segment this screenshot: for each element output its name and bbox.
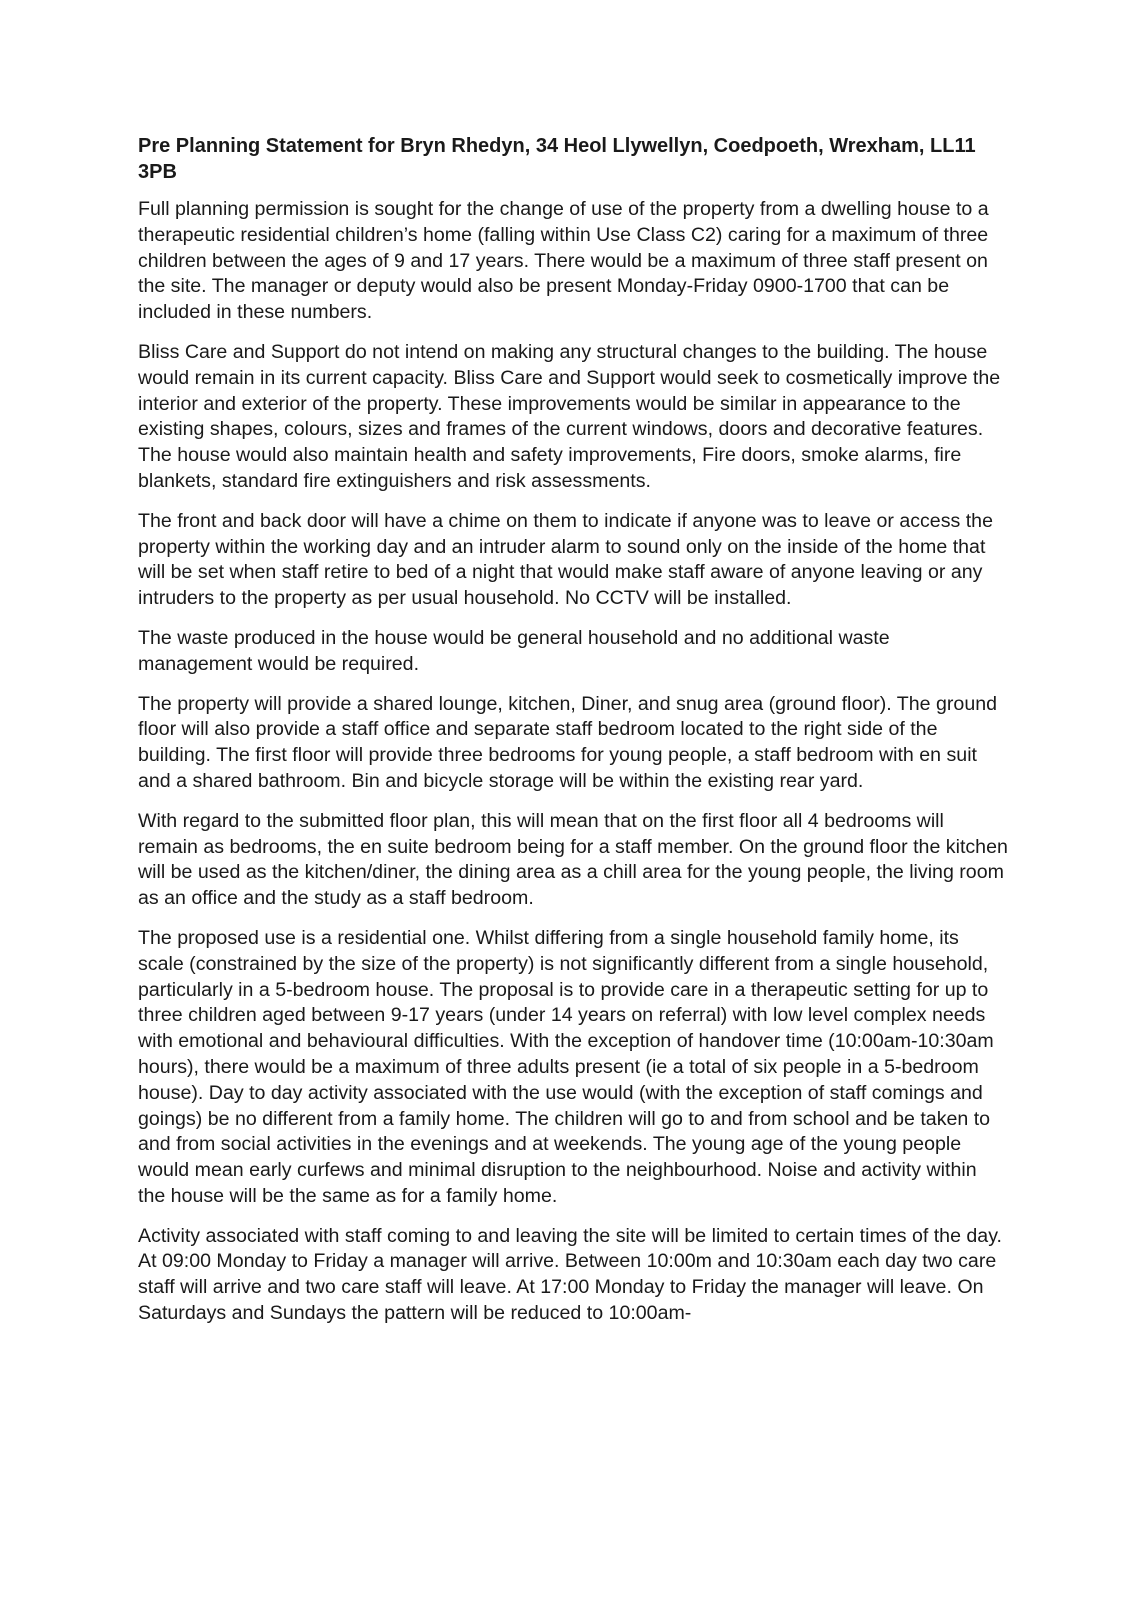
- paragraph-floor-plan: With regard to the submitted floor plan, this will mean that on the first floor all 4 bedrooms will remain as bedrooms, the en suite bedroom being for a staff member. On the ground floor the kitchen will be used as the kitchen/diner, the dining area as a chill area for the young people, the living room as an office and the study as a staff bedroom.: [138, 809, 1008, 910]
- paragraph-waste: The waste produced in the house would be general household and no additional waste management would be required.: [138, 626, 890, 675]
- document-title: Pre Planning Statement for Bryn Rhedyn, 34 Heol Llywellyn, Coedpoeth, Wrexham, LL11 3PB: [138, 135, 976, 183]
- paragraph-proposed-use: The proposed use is a residential one. Whilst differing from a single household family home, its scale (constrained by the size of the property) is not significantly different from a single household, particularly in a 5-bedroom house. The proposal is to provide care in a therapeutic setting for up to three children aged between 9-17 years (under 14 years on referral) with low level complex needs with emotional and behavioural difficulties. With the exception of handover time (10:00am-10:30am hours), there would be a maximum of three adults present (ie a total of six people in a 5-bedroom house). Day to day activity associated with the use would (with the exception of staff comings and goings) be no different from a family home. The children will go to and from school and be taken to and from social activities in the evenings and at weekends. The young age of the young people would mean early curfews and minimal disruption to the neighbourhood. Noise and activity within the house will be the same as for a family home.: [138, 926, 994, 1207]
- paragraph-property-layout: The property will provide a shared lounge, kitchen, Diner, and snug area (ground floor). The ground floor will also provide a staff office and separate staff bedroom located to the right side of the building. The first floor will provide three bedrooms for young people, a staff bedroom with en suit and a shared bathroom. Bin and bicycle storage will be within the existing rear yard.: [138, 692, 998, 792]
- paragraph-staff-activity: Activity associated with staff coming to and leaving the site will be limited to certain times of the day. At 09:00 Monday to Friday a manager will arrive. Between 10:00m and 10:30am each day two care staff will arrive and two care staff will leave. At 17:00 Monday to Friday the manager will leave. On Saturdays and Sundays the pattern will be reduced to 10:00am-: [138, 1224, 1002, 1325]
- paragraph-structural-changes: Bliss Care and Support do not intend on making any structural changes to the building. The house would remain in its current capacity. Bliss Care and Support would seek to cosmetically improve the interior and exterior of the property. These improvements would be similar in appearance to the existing shapes, colours, sizes and frames of the current windows, doors and decorative features. The house would also maintain health and safety improvements, Fire doors, smoke alarms, fire blankets, standard fire extinguishers and risk assessments.: [138, 340, 1001, 492]
- paragraph-planning-permission: Full planning permission is sought for the change of use of the property from a dwelling house to a therapeutic residential children’s home (falling within Use Class C2) caring for a maximum of three children between the ages of 9 and 17 years. There would be a maximum of three staff present on the site. The manager or deputy would also be present Monday-Friday 0900-1700 that can be included in these numbers.: [138, 198, 989, 324]
- paragraph-security: The front and back door will have a chime on them to indicate if anyone was to leave or access the property within the working day and an intruder alarm to sound only on the inside of the home that will be set when staff retire to bed of a night that would make staff aware of anyone leaving or any intruders to the property as per usual household. No CCTV will be installed.: [138, 509, 993, 610]
- document-page: [138, 133, 1008, 1341]
